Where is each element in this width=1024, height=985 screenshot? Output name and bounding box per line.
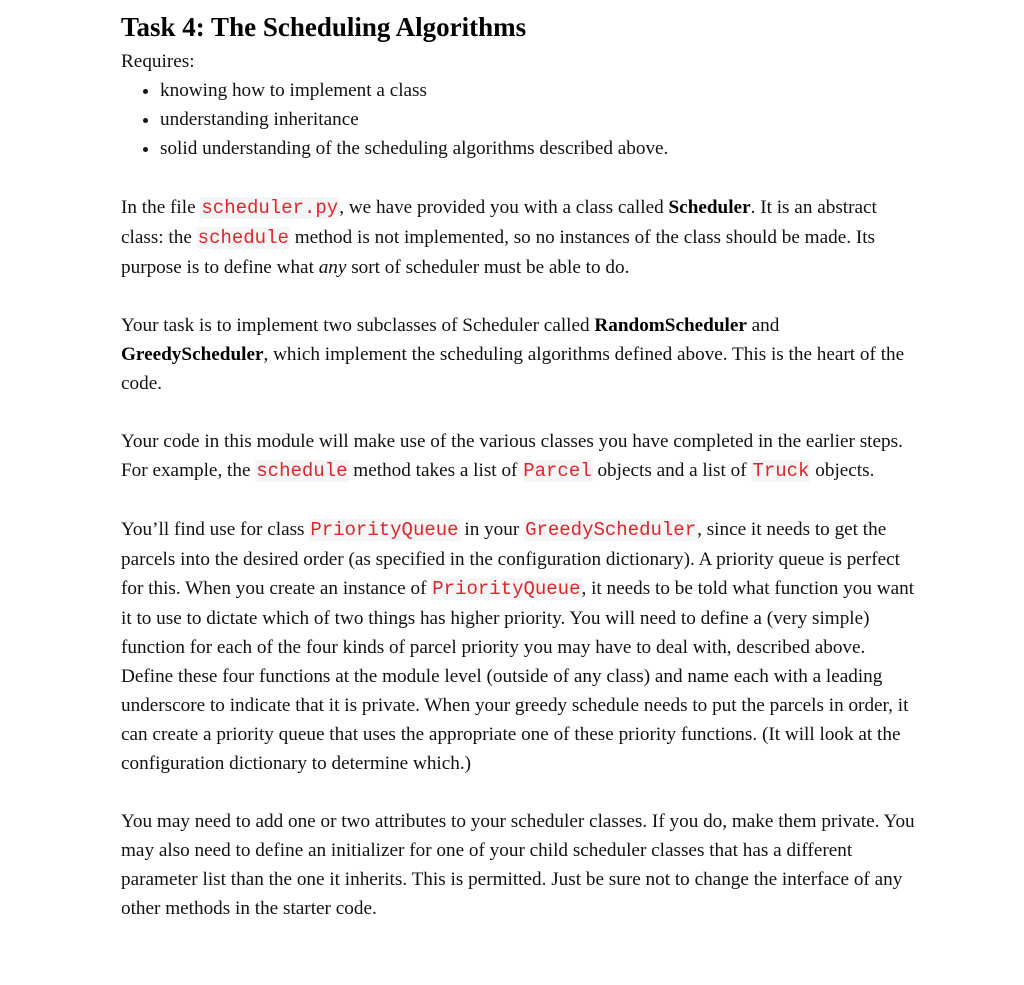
list-item: • understanding inheritance: [160, 105, 921, 134]
text: In the file: [121, 197, 201, 218]
italic-any: any: [318, 257, 347, 278]
paragraph-attributes: [121, 807, 921, 923]
text: in your: [459, 519, 525, 540]
text: Your task is to implement two subclasses of Scheduler called: [121, 315, 595, 336]
text: method is not implemented, so no instances of the class should be made. Its purpose is to define what: [121, 227, 876, 278]
code-priority-queue: PriorityQueue: [432, 578, 581, 600]
code-priority-queue: PriorityQueue: [310, 519, 459, 541]
requires-label: Requires:: [121, 51, 195, 72]
text: objects and a list of: [592, 460, 752, 481]
text: Your code in this module will make use of the various classes you have completed in the earlier steps. For example, the: [121, 431, 903, 481]
page-title: Task 4: The Scheduling Algorithms: [121, 12, 527, 42]
text: , it needs to be told what function you want it to use to dictate which of two things has higher priority. You will need to define a (very simple) function for each of the four kinds of parcel priority you may have to deal with, described above. Define these four functions at the module level (outside of any class) and name each with a leading underscore to indicate that it is private. When your greedy schedule needs to put the parcels in order, it can create a priority queue that uses the appropriate one of these priority functions. (It will look at the configuration dictionary to determine which.): [121, 578, 915, 774]
code-scheduler-py: scheduler.py: [201, 197, 339, 219]
list-item: • knowing how to implement a class: [160, 76, 921, 105]
text: , which implement the scheduling algorithms defined above. This is the heart of the code.: [121, 344, 905, 394]
paragraph-scheduler-intro: [121, 193, 921, 282]
code-schedule: schedule: [197, 227, 289, 249]
text: . It is an abstract class: the: [121, 197, 877, 248]
paragraph-module-usage: [121, 427, 921, 486]
bold-random-scheduler: RandomScheduler: [594, 315, 747, 336]
code-greedy-scheduler: GreedyScheduler: [525, 519, 697, 541]
code-parcel: Parcel: [523, 460, 592, 482]
code-truck: Truck: [752, 460, 810, 482]
text: , since it needs to get the parcels into the desired order (as specified in the configuration dictionary). A priority queue is perfect for this. When you create an instance of: [121, 519, 900, 599]
bold-greedy-scheduler: GreedyScheduler: [121, 344, 264, 365]
text: method takes a list of: [348, 460, 523, 481]
text: sort of scheduler must be able to do.: [346, 257, 630, 278]
list-item: • solid understanding of the scheduling algorithms described above.: [160, 134, 921, 163]
paragraph-priority-queue: [121, 515, 921, 778]
text: You’ll find use for class: [121, 519, 310, 540]
text: and: [746, 315, 780, 336]
document-body: [121, 0, 921, 923]
text: objects.: [810, 460, 875, 481]
paragraph-task: [121, 311, 921, 398]
requirements-list: [121, 76, 921, 163]
text: , we have provided you with a class called: [339, 197, 669, 218]
bold-scheduler: Scheduler: [668, 197, 751, 218]
text: You may need to add one or two attributes to your scheduler classes. If you do, make them private. You may also need to define an initializer for one of your child scheduler classes that has a different parameter list than the one it inherits. This is permitted. Just be sure not to change the interface of any other methods in the starter code.: [121, 811, 915, 919]
code-schedule: schedule: [256, 460, 348, 482]
